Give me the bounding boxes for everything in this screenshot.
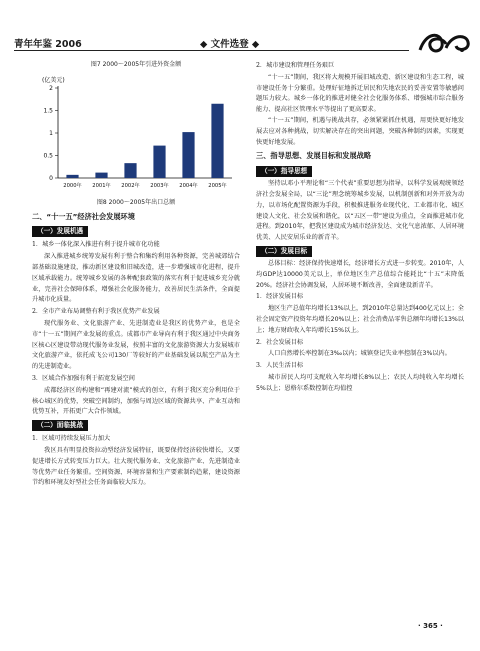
- x-tick-label: 2001年: [92, 182, 111, 189]
- header-rule: [14, 50, 409, 51]
- item-8-title: 3．人民生活目标: [256, 362, 304, 370]
- subheading-challenges: （二）面临挑战: [32, 420, 88, 431]
- item-6-text: 地区生产总值年均增长13%以上，到2010年总量达到400亿元以上；全社会固定资产投资年均增长20%以上；社会消费品零售总额年均增长13%以上；地方财政收入年均增长15%以上。: [256, 305, 464, 334]
- decorative-logo-icon: [416, 28, 472, 56]
- x-tick-label: 2004年: [179, 182, 198, 189]
- item-3-text: 成都经济区的构建和“再建对流”模式的创立，有利于我区充分利用位于核心城区的优势，突破空间制约，加强与周边区域的资源共享、产业互动和优势互补，开拓更广大合作领域。: [32, 386, 240, 416]
- item-4-text: 我区具有明显投资拉动型经济发展特征，既要保持经济较快增长，又要促进增长方式转变压力巨大。壮大现代服务业、文化旅游产业、先进制造业等优势产业任务繁重。空间资源、环境容量和生产要素制约趋紧，建设资源节约和环境友好型社会任务面临较大压力。: [32, 446, 240, 487]
- item-2-title: 2．全市产业布局调整有利于我区优势产业发展: [32, 308, 160, 316]
- item-8-text: 城市居民人均可支配收入年均增长8%以上；农民人均纯收入年均增长5%以上；恩格尔系数控制在均值控: [256, 373, 464, 392]
- page-header: [0, 0, 480, 52]
- chart-bar: [153, 145, 165, 177]
- subheading-guiding-ideology: （一）指导思想: [256, 166, 312, 177]
- item-1-text: 深入推进城乡统筹发展有利于整合和集约利用各种资源，完善城郊结合部基础设施建设，推动新区建设和旧城改造，进一步增强城市化进程，提升区域承载能力。统筹城乡发展的各种配套政策的落实有利于促进城乡充分就业，完善社会保障体系，增强社会化服务能力，改善居民生活条件，全面提升城市化质量。: [32, 253, 240, 304]
- x-tick-label: 2000年: [63, 182, 82, 189]
- x-tick-label: 2002年: [121, 182, 140, 189]
- y-unit-label: (亿美元): [42, 76, 65, 84]
- item-2-text: 现代服务业、文化旅游产业、先进制造业是我区的优势产业，也是全市“十一五”期间产业发展的重点。成都市产业导向有利于我区通过中央商务区核心区建设带动现代服务业发展，按照丰富的文化旅游资源大力发展城市文化旅游产业，依托成飞公司130厂等较好的产业基础发展以航空产品为主的先进制造业。: [32, 319, 240, 371]
- chart-bar: [95, 172, 107, 177]
- item-7-text: 人口自然增长率控制在3‰以内；城镇登记失业率控制在3%以内。: [268, 350, 451, 358]
- section-heading-2: 二、“十一五”经济社会发展环境: [32, 211, 135, 221]
- yearbook-title: 青年年鉴 2006: [14, 39, 82, 50]
- item-1-title: 1．城乡一体化深入推进有利于提升城市化功能: [32, 241, 160, 249]
- section-heading-3: 三、指导思想、发展目标和发展战略: [256, 151, 372, 161]
- item-5-text-1: “十一五”期间，我区将大规模开展旧城改造、新区建设和生态工程，城市建设任务十分繁重。处理好征地拆迁居民和失地农民的妥善安置等敏感问题压力较大。城乡一体化的推进对健全社会化服务体系、增强城市综合服务能力、提高社区管理水平等提出了更高要求。: [256, 73, 464, 114]
- bar-chart: [32, 74, 240, 198]
- y-tick-label: 1.5: [43, 107, 53, 115]
- item-6-title: 1．经济发展目标: [256, 293, 304, 301]
- subheading-opportunities: （一）发展机遇: [32, 226, 88, 237]
- right-column: [256, 60, 464, 395]
- y-tick-label: 2: [49, 84, 53, 92]
- item-7-title: 2．社会发展目标: [256, 338, 304, 346]
- y-tick-label: 1: [49, 129, 53, 137]
- x-tick-label: 2003年: [150, 182, 169, 189]
- overall-goal-text: 总体目标：经济保持快速增长，经济增长方式进一步转变。2010年，人均GDP达10000美元以上，单位地区生产总值综合能耗比“十五”末降低20%。经济社会协调发展，人居环境不断改善，全面建设新青羊。: [256, 259, 464, 289]
- item-4-title: 1．区域可持续发展压力加大: [32, 435, 111, 443]
- item-3-title: 3．区域合作加强有利于拓宽发展空间: [32, 374, 135, 382]
- y-tick-label: 0: [49, 174, 53, 182]
- x-tick-label: 2005年: [208, 182, 227, 189]
- figure-8-caption: 图8 2000～2005年出口总额: [96, 198, 176, 206]
- section-title: ◆ 文件选登 ◆: [200, 39, 260, 50]
- y-tick-label: 0.5: [43, 152, 53, 160]
- chart-bar: [182, 132, 194, 178]
- chart-bar: [66, 175, 78, 178]
- item-5-text-2: “十一五”期间，机遇与挑战共存，必须紧紧抓住机遇，用更快更好地发展去应对各种挑战，切实解决存在的突出问题，突破各种制约因素，实现更快更好地发展。: [256, 116, 464, 146]
- left-column: [32, 60, 240, 489]
- chart-bar: [211, 104, 223, 178]
- chart-svg: [32, 74, 240, 198]
- chart-bar: [124, 163, 136, 178]
- guiding-ideology-text: 坚持以邓小平理论和“三个代表”重要思想为指导，以科学发展观统领经济社会发展全局，以“三论”理念统筹城乡发展，以机制创新和对外开放为动力，以市场化配置资源为手段，积极推进服务业现代化、工业都市化、城区建设人文化、社会发展和谐化，以“五区一带”建设为重点，全面推进城市化进程。到2010年，把我区建设成为城市经济发达、文化气息浓郁、人居环境优美、人民安居乐业的新青羊。: [256, 180, 464, 242]
- subheading-goals: （二）发展目标: [256, 246, 312, 257]
- figure-7-caption: 图7 2000～2005年引进外资金额: [90, 61, 182, 68]
- page-number: · 365 ·: [418, 622, 443, 630]
- item-5-title: 2．城市建设和管理任务艰巨: [256, 62, 335, 69]
